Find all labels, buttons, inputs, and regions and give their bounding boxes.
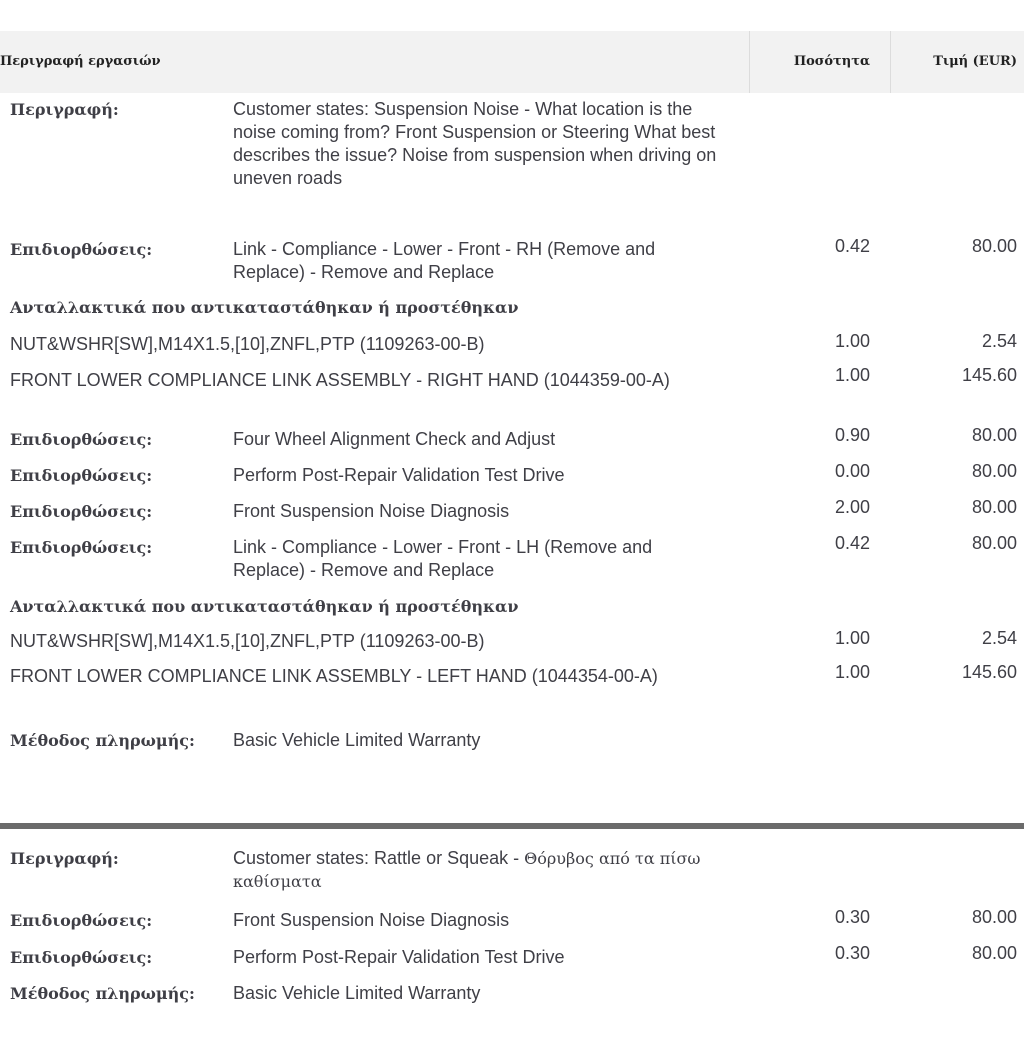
repair-price: 80.00 <box>971 907 1017 927</box>
repair-text: Front Suspension Noise Diagnosis <box>233 501 510 521</box>
description-column-header: Περιγραφή εργασιών <box>0 54 161 69</box>
payment-method-label: Μέθοδος πληρωμής: <box>10 984 195 1003</box>
repair-price: 80.00 <box>971 425 1017 445</box>
description-text: Customer states: Rattle or Squeak - Θόρυβος από τα πίσω καθίσματα <box>233 848 701 891</box>
description-label: Περιγραφή: <box>10 100 119 119</box>
repair-text: Link - Compliance - Lower - Front - RH (Remove and Replace) - Remove and Replace <box>233 239 656 282</box>
description-label: Περιγραφή: <box>10 849 119 868</box>
part-quantity: 1.00 <box>834 331 870 351</box>
part-price: 2.54 <box>981 331 1017 351</box>
repair-quantity: 0.90 <box>834 425 870 445</box>
repair-label: Επιδιορθώσεις: <box>10 538 153 557</box>
repair-label: Επιδιορθώσεις: <box>10 502 153 521</box>
part-text: FRONT LOWER COMPLIANCE LINK ASSEMBLY - RIGHT HAND (1044359-00-A) <box>10 370 670 390</box>
repair-quantity: 0.30 <box>834 943 870 963</box>
column-divider <box>749 31 750 93</box>
repair-label: Επιδιορθώσεις: <box>10 466 153 485</box>
repair-label: Επιδιορθώσεις: <box>10 948 153 967</box>
part-quantity: 1.00 <box>834 628 870 648</box>
payment-method-label: Μέθοδος πληρωμής: <box>10 731 195 750</box>
repair-price: 80.00 <box>971 533 1017 553</box>
repair-quantity: 0.42 <box>834 533 870 553</box>
repair-quantity: 2.00 <box>834 497 870 517</box>
payment-method-value: Basic Vehicle Limited Warranty <box>233 983 481 1003</box>
part-price: 145.60 <box>961 365 1017 385</box>
repair-price: 80.00 <box>971 497 1017 517</box>
section-divider <box>0 823 1024 829</box>
repair-price: 80.00 <box>971 236 1017 256</box>
repair-label: Επιδιορθώσεις: <box>10 911 153 930</box>
part-text: NUT&WSHR[SW],M14X1.5,[10],ZNFL,PTP (1109263-00-B) <box>10 334 485 354</box>
repair-price: 80.00 <box>971 943 1017 963</box>
repair-text: Perform Post-Repair Validation Test Drive <box>233 465 565 485</box>
part-price: 145.60 <box>961 662 1017 682</box>
repair-quantity: 0.42 <box>834 236 870 256</box>
table-header <box>0 31 1024 93</box>
part-quantity: 1.00 <box>834 662 870 682</box>
parts-heading: Ανταλλακτικά που αντικαταστάθηκαν ή προστέθηκαν <box>10 597 519 616</box>
part-text: NUT&WSHR[SW],M14X1.5,[10],ZNFL,PTP (1109263-00-B) <box>10 631 485 651</box>
repair-text: Front Suspension Noise Diagnosis <box>233 910 510 930</box>
repair-text: Four Wheel Alignment Check and Adjust <box>233 429 556 449</box>
description-text: Customer states: Suspension Noise - What location is the noise coming from? Front Suspension or Steering What best describes the issue? Noise from suspension when driving on uneven roads <box>233 99 717 188</box>
repair-label: Επιδιορθώσεις: <box>10 430 153 449</box>
part-quantity: 1.00 <box>834 365 870 385</box>
repair-text: Link - Compliance - Lower - Front - LH (Remove and Replace) - Remove and Replace <box>233 537 653 580</box>
repair-price: 80.00 <box>971 461 1017 481</box>
parts-heading: Ανταλλακτικά που αντικαταστάθηκαν ή προστέθηκαν <box>10 298 519 317</box>
quantity-column-header: Ποσότητα <box>793 54 870 69</box>
part-text: FRONT LOWER COMPLIANCE LINK ASSEMBLY - LEFT HAND (1044354-00-A) <box>10 666 658 686</box>
payment-method-value: Basic Vehicle Limited Warranty <box>233 730 481 750</box>
repair-quantity: 0.30 <box>834 907 870 927</box>
repair-quantity: 0.00 <box>834 461 870 481</box>
repair-label: Επιδιορθώσεις: <box>10 240 153 259</box>
column-divider <box>890 31 891 93</box>
part-price: 2.54 <box>981 628 1017 648</box>
price-column-header: Τιμή (EUR) <box>933 54 1017 69</box>
repair-text: Perform Post-Repair Validation Test Drive <box>233 947 565 967</box>
